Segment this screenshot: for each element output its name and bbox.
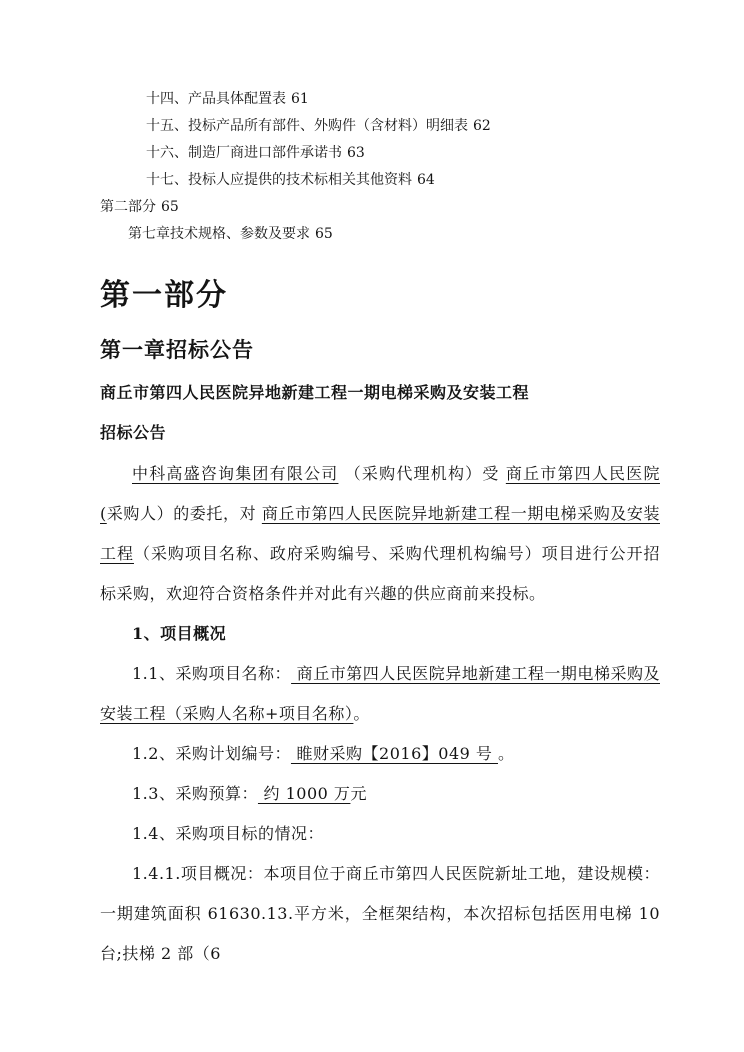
- toc-item-label: 十五、投标产品所有部件、外购件（含材料）明细表: [146, 118, 468, 134]
- project-title-heading: 商丘市第四人民医院异地新建工程一期电梯采购及安装工程: [100, 383, 530, 402]
- toc-item: [146, 113, 660, 140]
- toc-item-label: 十四、产品具体配置表: [146, 91, 286, 107]
- toc-item-label: 十七、投标人应提供的技术标相关其他资料: [146, 172, 412, 188]
- toc-item: [146, 140, 660, 167]
- item-1-4-1-text: 1.4.1.项目概况：本项目位于商丘市第四人民医院新址工地，建设规模：一期建筑面积 61630.13.平方米，全框架结构，本次招标包括医用电梯 10 台;扶梯 2 部（6: [100, 864, 660, 963]
- item-1-4-1: [100, 854, 660, 974]
- toc-item: [100, 194, 660, 221]
- item-1-2-value: 睢财采购【2016】049 号: [290, 744, 498, 763]
- table-of-contents: [100, 86, 660, 248]
- part-heading: 第一部分: [100, 278, 228, 313]
- agency-name: 中科高盛咨询集团有限公司: [132, 464, 339, 483]
- toc-page-number: 64: [417, 172, 435, 188]
- toc-page-number: 63: [347, 145, 365, 161]
- item-1-2-label: 1.2、采购计划编号：: [132, 744, 291, 763]
- project-name: 商丘市第四人民医院异地新建工程一期电梯采购及安装工程: [100, 504, 660, 563]
- item-1-3-value: 约 1000 万: [257, 784, 351, 803]
- toc-page-number: 62: [473, 118, 491, 134]
- toc-page-number: 65: [315, 226, 333, 242]
- toc-item-label: 十六、制造厂商进口部件承诺书: [146, 145, 342, 161]
- item-1-1-label: 1.1、采购项目名称：: [132, 664, 292, 683]
- item-1-1: [100, 654, 660, 734]
- chapter-heading: 第一章招标公告: [100, 337, 254, 362]
- intro-paragraph: [100, 454, 660, 614]
- item-1-1-value: 商丘市第四人民医院异地新建工程一期电梯采购及安装工程（采购人名称+项目名称）: [100, 664, 660, 723]
- toc-item-label: 第二部分: [100, 199, 156, 215]
- item-1-2: [100, 734, 660, 774]
- toc-page-number: 65: [161, 199, 179, 215]
- toc-item: [146, 86, 660, 113]
- toc-page-number: 61: [291, 91, 309, 107]
- item-1-1-suffix: 。: [353, 704, 370, 723]
- toc-item-label: 第七章技术规格、参数及要求: [128, 226, 310, 242]
- intro-text: 采购人）的委托，对: [106, 504, 262, 523]
- item-1-4-label: 1.4、采购项目标的情况：: [132, 824, 324, 843]
- intro-text: （采购项目名称、政府采购编号、采购代理机构编号）项目进行公开招标采购，欢迎符合资格条件并对此有兴趣的供应商前来投标。: [100, 544, 660, 603]
- toc-item: [146, 167, 660, 194]
- announcement-heading: 招标公告: [100, 423, 167, 442]
- toc-item: [128, 221, 660, 248]
- item-1-2-suffix: 。: [497, 744, 515, 763]
- intro-text: （采购代理机构）受: [338, 464, 506, 483]
- section-1-title: 1、项目概况: [132, 624, 227, 643]
- item-1-4: [100, 814, 660, 854]
- item-1-3-suffix: 元: [350, 784, 367, 803]
- item-1-3: [100, 774, 660, 814]
- item-1-3-label: 1.3、采购预算：: [132, 784, 258, 803]
- purchaser-name: 商丘市第四人民医院(: [100, 464, 660, 523]
